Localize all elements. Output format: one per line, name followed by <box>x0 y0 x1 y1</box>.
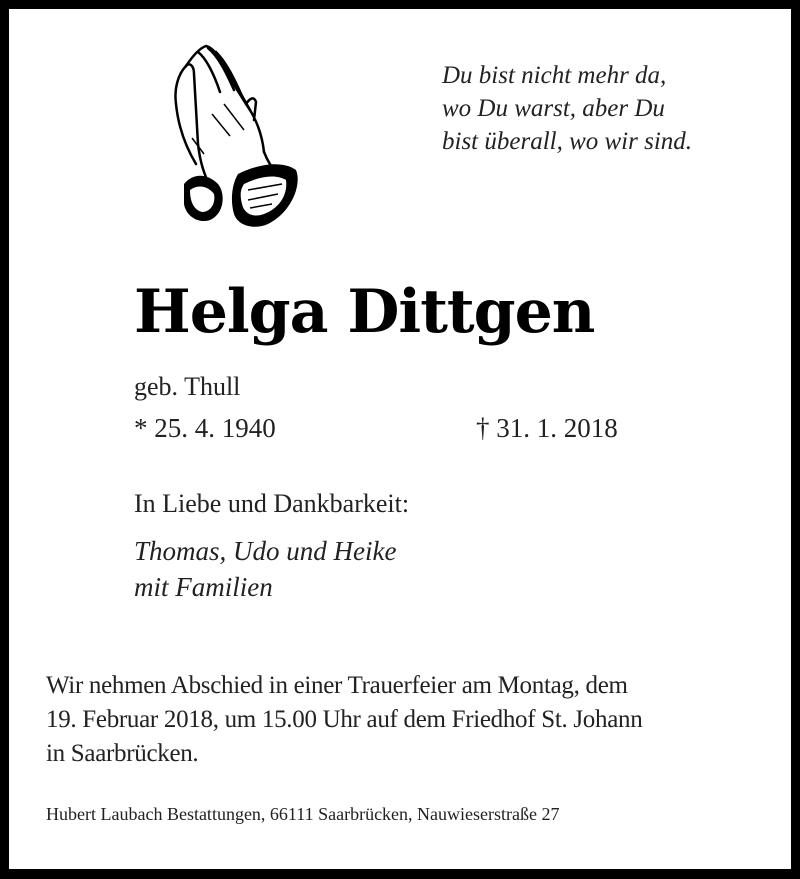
praying-hands-icon <box>164 44 304 230</box>
ceremony-line: 19. Februar 2018, um 15.00 Uhr auf dem Friedhof St. Johann <box>46 706 643 733</box>
ceremony-details <box>46 669 776 771</box>
memorial-quote <box>442 59 692 158</box>
obituary-notice <box>9 9 791 869</box>
funeral-home-info: Hubert Laubach Bestattungen, 66111 Saarbrücken, Nauwieserstraße 27 <box>46 804 560 824</box>
death-date: † 31. 1. 2018 <box>476 413 618 443</box>
ceremony-line: Wir nehmen Abschied in einer Trauerfeier am Montag, dem <box>46 672 628 699</box>
birth-date: * 25. 4. 1940 <box>134 413 276 443</box>
mourners-list <box>134 533 396 605</box>
deceased-name: Helga Dittgen <box>134 277 595 347</box>
mourners-intro: In Liebe und Dankbarkeit: <box>134 489 410 518</box>
quote-line: Du bist nicht mehr da, <box>442 62 667 89</box>
ceremony-line: in Saarbrücken. <box>46 740 199 767</box>
quote-line: wo Du warst, aber Du <box>442 95 665 122</box>
mourners-line: mit Familien <box>134 572 273 602</box>
mourners-line: Thomas, Udo und Heike <box>134 536 397 566</box>
maiden-name: geb. Thull <box>134 372 241 401</box>
quote-line: bist überall, wo wir sind. <box>442 128 693 155</box>
